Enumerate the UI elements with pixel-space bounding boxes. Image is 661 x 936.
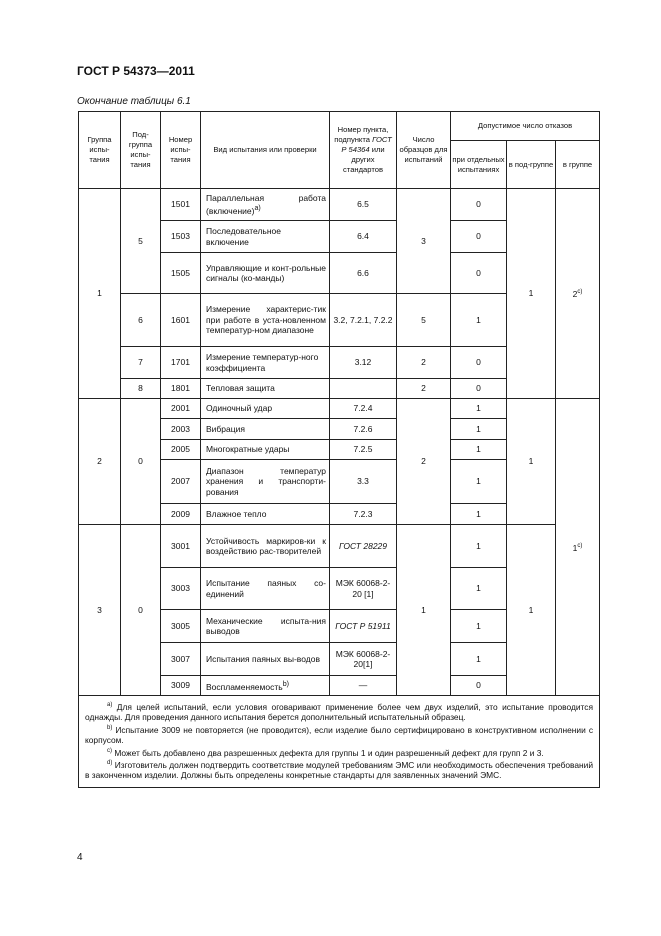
failures-individual: 0 [451,253,507,294]
test-name: Одиночный удар [201,399,330,419]
test-number: 3001 [161,525,201,568]
col-header-individual: при отдельных испытаниях [451,141,507,189]
failures-individual: 0 [451,379,507,399]
test-number: 3007 [161,643,201,676]
col-header-in-group: в группе [556,141,600,189]
group-cell: 2 [79,399,121,525]
test-ref [330,379,397,399]
group-cell: 3 [79,525,121,696]
failures-individual: 1 [451,610,507,643]
samples-cell: 5 [397,294,451,347]
test-number: 1501 [161,189,201,221]
test-name: Испытание паяных со-единений [201,568,330,610]
col-header-clause-a: Номер пункта, подпункта [334,125,389,144]
footnote-c: $^{c)}$ Может быть добавлено два разрешенных дефекта для группы 1 и один разрешенный дефект для групп 2 и 3. [107,747,544,758]
subgroup-cell: 8 [121,379,161,399]
footnote-a: $^{a)}$ Для целей испытаний, если условия оговаривают применение более чем двух изделий, это испытание проводится однажды. Для проведения данного испытания берется дополнительный испытательный образец. [85,701,594,723]
col-header-in-subgroup: в под-группе [507,141,556,189]
footnote-b: $^{b)}$ Испытание 3009 не повторяется (не проводится), если изделие было сертифицировано в конструктивном исполнении с корпусом. [85,724,594,746]
test-ref: 6.5 [330,189,397,221]
failures-subgroup: 1 [507,399,556,525]
col-header-subgroup: Под-группа испы-тания [121,112,161,189]
test-number: 2001 [161,399,201,419]
test-number: 3003 [161,568,201,610]
failures-individual: 1 [451,294,507,347]
samples-cell: 1 [397,525,451,696]
failures-group: 2$^{c)}$ [556,189,600,399]
subgroup-cell: 0 [121,399,161,525]
group-cell: 1 [79,189,121,399]
test-number: 1701 [161,347,201,379]
table-caption: Окончание таблицы 6.1 [77,96,191,107]
test-number: 1601 [161,294,201,347]
test-number: 1505 [161,253,201,294]
test-name: Устойчивость маркиров-ки к воздействию рас-творителей [201,525,330,568]
samples-cell: 3 [397,189,451,294]
test-name: Вибрация [201,419,330,440]
col-header-type: Вид испытания или проверки [201,112,330,189]
samples-cell: 2 [397,399,451,525]
test-name: Параллельная работа (включение)$^{a)}$ [201,189,330,221]
subgroup-cell: 0 [121,525,161,696]
failures-individual: 1 [451,643,507,676]
failures-individual: 1 [451,440,507,460]
failures-individual: 1 [451,419,507,440]
test-ref: МЭК 60068-2-20[1] [330,643,397,676]
subgroup-cell: 6 [121,294,161,347]
test-name: Многократные удары [201,440,330,460]
subgroup-cell: 7 [121,347,161,379]
document-header: ГОСТ Р 54373—2011 [77,64,195,78]
footnote-d: $^{d)}$ Изготовитель должен подтвердить соответствие модулей требованиям ЭМС или необходимость обеспечения требований в законченном изделии. Должны быть определены конкретные стандарты для заявленных значений ЭМС. [85,759,594,781]
test-number: 2009 [161,504,201,525]
test-number: 1503 [161,221,201,253]
col-header-group: Группа испы-тания [79,112,121,189]
test-ref: 6.6 [330,253,397,294]
test-ref: 7.2.6 [330,419,397,440]
col-header-clause-b: ГОСТ Р 54364 [341,135,392,154]
test-ref: ГОСТ 28229 [330,525,397,568]
test-name: Механические испыта-ния выводов [201,610,330,643]
failures-subgroup: 1 [507,525,556,696]
test-ref: 7.2.5 [330,440,397,460]
col-header-number: Номер испы-тания [161,112,201,189]
test-number: 3005 [161,610,201,643]
test-name: Измерение температур-ного коэффициента [201,347,330,379]
test-number: 1801 [161,379,201,399]
failures-individual: 0 [451,676,507,696]
failures-individual: 1 [451,399,507,419]
failures-individual: 1 [451,525,507,568]
failures-individual: 1 [451,504,507,525]
failures-individual: 1 [451,568,507,610]
test-ref: ГОСТ Р 51911 [330,610,397,643]
samples-cell: 2 [397,347,451,379]
test-ref: МЭК 60068-2-20 [1] [330,568,397,610]
test-number: 3009 [161,676,201,696]
test-name: Последовательное включение [201,221,330,253]
test-name: Измерение характерис-тик при работе в уста-новленном температур-ном диапазоне [201,294,330,347]
col-header-clause [330,112,397,189]
table-notes [79,696,600,788]
page-number: 4 [77,852,83,863]
test-ref: 7.2.4 [330,399,397,419]
test-ref: 6.4 [330,221,397,253]
subgroup-cell: 5 [121,189,161,294]
test-name: Тепловая защита [201,379,330,399]
failures-individual: 0 [451,221,507,253]
failures-individual: 1 [451,460,507,504]
test-ref: — [330,676,397,696]
failures-individual: 0 [451,189,507,221]
test-table [78,111,600,788]
test-name: Влажное тепло [201,504,330,525]
test-name: Испытания паяных вы-водов [201,643,330,676]
test-ref: 3.2, 7.2.1, 7.2.2 [330,294,397,347]
test-name: Воспламеняемость$^{b)}$ [201,676,330,696]
failures-group: 1$^{c)}$ [556,399,600,696]
test-number: 2003 [161,419,201,440]
failures-individual: 0 [451,347,507,379]
test-number: 2007 [161,460,201,504]
test-ref: 7.2.3 [330,504,397,525]
col-header-samples: Число образцов для испытаний [397,112,451,189]
col-header-failures: Допустимое число отказов [451,112,600,141]
test-ref: 3.3 [330,460,397,504]
test-ref: 3.12 [330,347,397,379]
samples-cell: 2 [397,379,451,399]
col-header-clause-c: или других стандартов [343,145,385,174]
failures-subgroup: 1 [507,189,556,399]
test-number: 2005 [161,440,201,460]
test-name: Управляющие и конт-рольные сигналы (ко-манды) [201,253,330,294]
test-name: Диапазон температур хранения и транспорти-рования [201,460,330,504]
